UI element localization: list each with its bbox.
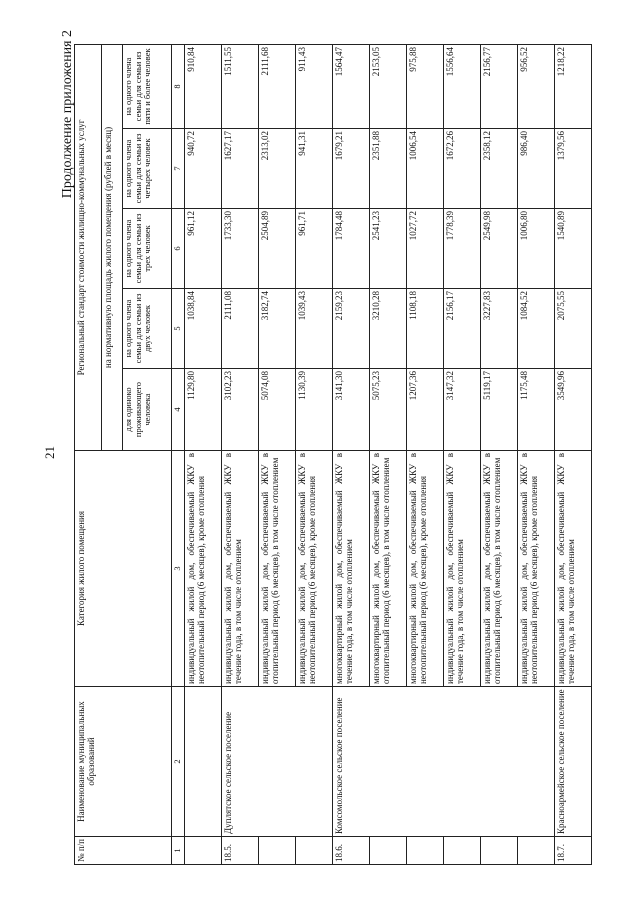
value-single: 1130,39	[296, 369, 333, 451]
value-family-3: 961,12	[185, 209, 222, 289]
value-family-2: 1084,52	[518, 289, 555, 369]
value-family-5plus: 2111,68	[259, 44, 296, 128]
value-family-2: 2159,23	[333, 289, 370, 369]
value-family-4: 986,40	[518, 129, 555, 209]
row-number	[518, 837, 555, 865]
row-number	[407, 837, 444, 865]
value-family-4: 2358,12	[481, 129, 518, 209]
value-family-5plus: 1218,22	[555, 44, 592, 128]
housing-category: индивидуальный жилой дом, обеспечиваемый ЖКУ в течение года, в том числе отоплением	[222, 451, 259, 687]
header-normative-area: на нормативную площадь жилого помещения (рублей в месяц)	[102, 44, 123, 450]
row-number: 18.6.	[333, 837, 370, 865]
value-family-5plus: 911,43	[296, 44, 333, 128]
value-family-2: 3227,83	[481, 289, 518, 369]
value-family-5plus: 2156,77	[481, 44, 518, 128]
value-family-3: 1006,80	[518, 209, 555, 289]
row-number	[481, 837, 518, 865]
housing-category: индивидуальный жилой дом, обеспечиваемый ЖКУ в течение года, в том числе отоплением	[444, 451, 481, 687]
col-number: 4	[172, 369, 185, 451]
col-number: 3	[172, 451, 185, 687]
value-family-3: 1540,89	[555, 209, 592, 289]
value-family-3: 1778,39	[444, 209, 481, 289]
col-number: 1	[172, 837, 185, 865]
row-number	[296, 837, 333, 865]
value-family-2: 1039,43	[296, 289, 333, 369]
housing-category: индивидуальный жилой дом, обеспечиваемый ЖКУ в отопительный период (6 месяцев), в том числе отоплением	[259, 451, 296, 687]
header-family-2: на одного члена семьи для семьи из двух человек	[123, 289, 172, 369]
value-family-5plus: 956,52	[518, 44, 555, 128]
housing-category: индивидуальный жилой дом, обеспечиваемый ЖКУ в неотопительный период (6 месяцев), кроме отопления	[518, 451, 555, 687]
header-family-3: на одного члена семьи для семьи из трех человек	[123, 209, 172, 289]
value-family-3: 1784,48	[333, 209, 370, 289]
value-family-3: 2541,23	[370, 209, 407, 289]
table-row	[333, 44, 370, 864]
value-single: 3147,32	[444, 369, 481, 451]
value-single: 1207,36	[407, 369, 444, 451]
value-family-4: 2313,02	[259, 129, 296, 209]
value-family-4: 941,31	[296, 129, 333, 209]
value-family-2: 1108,18	[407, 289, 444, 369]
value-family-3: 1733,30	[222, 209, 259, 289]
housing-category: многоквартирный жилой дом, обеспечиваемый ЖКУ в течение года, в том числе отоплением	[333, 451, 370, 687]
value-family-4: 940,72	[185, 129, 222, 209]
header-family-5plus: на одного члена семьи для семьи из пяти и более человек	[123, 44, 172, 128]
header-single: для одиноко проживающего человека	[123, 369, 172, 451]
value-single: 3102,23	[222, 369, 259, 451]
table-row	[555, 44, 592, 864]
value-family-2: 2075,55	[555, 289, 592, 369]
value-single: 5075,23	[370, 369, 407, 451]
row-number	[444, 837, 481, 865]
table-row	[185, 44, 222, 864]
value-family-5plus: 1564,47	[333, 44, 370, 128]
row-number	[185, 837, 222, 865]
value-family-4: 1627,17	[222, 129, 259, 209]
col-number: 7	[172, 129, 185, 209]
value-family-3: 1027,72	[407, 209, 444, 289]
value-family-5plus: 975,88	[407, 44, 444, 128]
housing-category: многоквартирный жилой дом, обеспечиваемый ЖКУ в отопительный период (6 месяцев), в том числе отоплением	[370, 451, 407, 687]
value-family-2: 2156,17	[444, 289, 481, 369]
standards-table	[74, 44, 592, 865]
value-family-4: 2351,88	[370, 129, 407, 209]
value-family-4: 1006,54	[407, 129, 444, 209]
row-number: 18.5.	[222, 837, 259, 865]
value-family-4: 1679,21	[333, 129, 370, 209]
header-municipality: Наименование муниципальных образований	[75, 687, 172, 837]
value-family-5plus: 1511,55	[222, 44, 259, 128]
row-number	[259, 837, 296, 865]
col-number: 5	[172, 289, 185, 369]
col-number: 8	[172, 44, 185, 128]
value-family-3: 2549,98	[481, 209, 518, 289]
table-row	[222, 44, 259, 864]
page-number: 21	[42, 446, 57, 459]
header-category: Категория жилого помещения	[75, 451, 172, 687]
header-family-4: на одного члена семьи для семьи из четырех человек	[123, 129, 172, 209]
value-family-2: 1038,84	[185, 289, 222, 369]
municipality-name: Красноармейское сельское поселение	[555, 687, 592, 837]
value-family-2: 3210,28	[370, 289, 407, 369]
housing-category: индивидуальный жилой дом, обеспечиваемый ЖКУ в отопительный период (6 месяцев), в том числе отоплением	[481, 451, 518, 687]
row-number: 18.7.	[555, 837, 592, 865]
value-single: 1175,48	[518, 369, 555, 451]
value-family-2: 2111,08	[222, 289, 259, 369]
value-single: 5074,08	[259, 369, 296, 451]
row-number	[370, 837, 407, 865]
value-family-2: 3182,74	[259, 289, 296, 369]
value-single: 5119,17	[481, 369, 518, 451]
appendix-caption: Продолжение приложения 2	[60, 30, 75, 199]
value-single: 3549,96	[555, 369, 592, 451]
value-family-3: 961,71	[296, 209, 333, 289]
table-body	[185, 44, 592, 864]
col-number: 2	[172, 687, 185, 837]
value-family-3: 2504,89	[259, 209, 296, 289]
municipality-name	[185, 687, 222, 837]
value-single: 3141,30	[333, 369, 370, 451]
municipality-name: Комсомольское сельское поселение	[333, 687, 555, 837]
header-regional-standard: Региональный стандарт стоимости жилищно-коммунальных услуг	[75, 44, 102, 450]
housing-category: многоквартирный жилой дом, обеспечиваемый ЖКУ в неотопительный период (6 месяцев), кроме отопления	[407, 451, 444, 687]
housing-category: индивидуальный жилой дом, обеспечиваемый ЖКУ в течение года, в том числе отоплением	[555, 451, 592, 687]
value-family-5plus: 2153,05	[370, 44, 407, 128]
housing-category: индивидуальный жилой дом, обеспечиваемый ЖКУ в неотопительный период (6 месяцев), кроме отопления	[296, 451, 333, 687]
housing-category: индивидуальный жилой дом, обеспечиваемый ЖКУ в неотопительный период (6 месяцев), кроме отопления	[185, 451, 222, 687]
value-family-5plus: 1556,64	[444, 44, 481, 128]
value-single: 1129,80	[185, 369, 222, 451]
header-no: № п/п	[75, 837, 172, 865]
value-family-4: 1379,56	[555, 129, 592, 209]
municipality-name: Дуплятское сельское поселение	[222, 687, 333, 837]
col-number: 6	[172, 209, 185, 289]
value-family-5plus: 910,84	[185, 44, 222, 128]
value-family-4: 1672,26	[444, 129, 481, 209]
